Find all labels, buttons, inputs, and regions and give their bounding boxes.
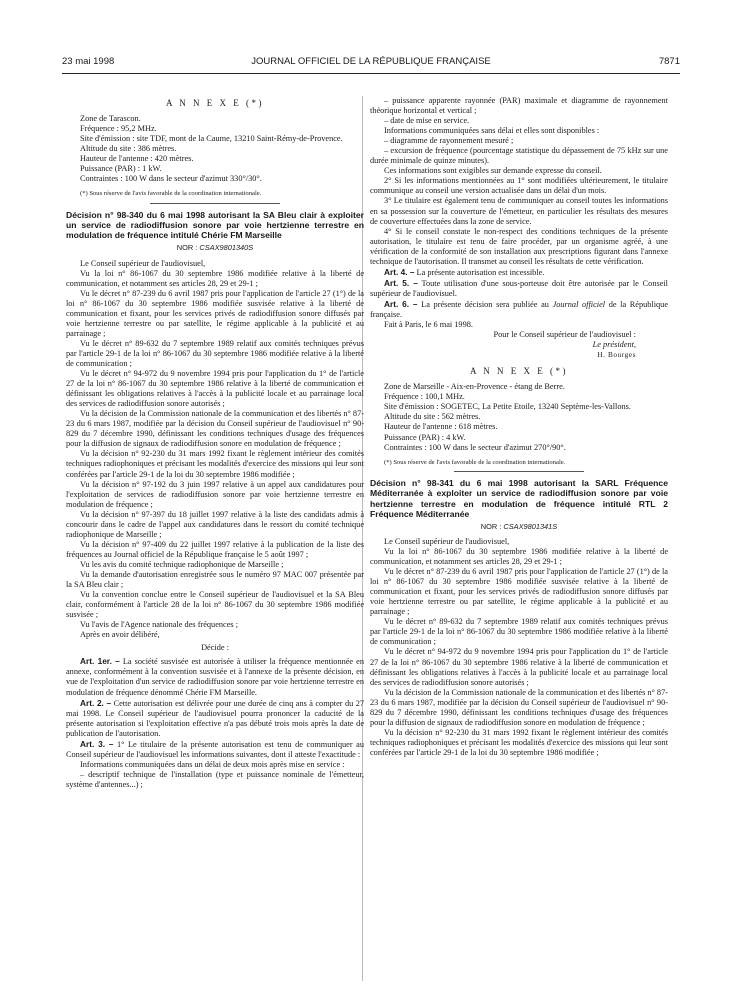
annex-line: Puissance (PAR) : 1 kW. xyxy=(80,164,162,174)
list-item: – date de mise en service. xyxy=(384,116,470,126)
annex-line: Hauteur de l'antenne : 618 mètres. xyxy=(384,422,498,432)
left-column xyxy=(66,96,364,790)
article-3 xyxy=(66,739,364,760)
article-label: Art. 5. – xyxy=(384,277,418,288)
paragraph: Le Conseil supérieur de l'audiovisuel, xyxy=(384,536,510,546)
article-2 xyxy=(66,698,364,739)
paragraph: 4° Si le conseil constate le non-respect des conditions techniques de la présente autorisation, le titulaire est tenu de faire procéder, par un organisme agréé, à une vérification de la conformité de son installation aux prescriptions figurant dans l'annexe technique de l'autorisation. Il transmet au conseil les résultats de cette vérification. xyxy=(370,226,668,266)
article-text: Cette autorisation est délivrée pour une durée de cinq ans à compter du 27 mai 1998. Le Conseil supérieur de l'audiovisuel pourra prononcer la caducité de la présente autorisation si l'exploitation effective n'a pas débuté trois mois après la date de publication de l'autorisation. xyxy=(66,698,365,738)
paragraph: Vu les avis du comité technique radiophonique de Marseille ; xyxy=(80,559,284,569)
annex-line: Zone de Tarascon. xyxy=(80,114,141,124)
paragraph: Vu la décision n° 97-192 du 3 juin 1997 relative à un appel aux candidatures pour l'exploitation de services de radiodiffusion sonore par voie hertzienne terrestre en modulation de fréquence ; xyxy=(66,479,364,509)
article-label: Art. 3. – xyxy=(80,738,114,749)
header-date: 23 mai 1998 xyxy=(62,56,115,67)
annex-line: Site d'émission : site TDF, mont de la Caume, 13210 Saint-Rémy-de-Provence. xyxy=(80,134,343,144)
annex-line: Contraintes : 100 W dans le secteur d'azimut 270°/90°. xyxy=(384,442,566,452)
list-item: – excursion de fréquence (pourcentage statistique du dépassement de 75 kHz sur une durée minimale de quinze minutes). xyxy=(370,146,668,166)
list-item: – descriptif technique de l'installation (type et puissance nominale de l'émetteur, système d'antennes...) ; xyxy=(66,769,364,789)
paragraph: Vu la loi n° 86-1067 du 30 septembre 1986 modifiée relative à la liberté de communication, et notamment ses articles 28, 29 et 29-1 ; xyxy=(370,547,668,567)
article-1 xyxy=(66,656,364,697)
paragraph: Vu la décision n° 92-230 du 31 mars 1992 fixant le règlement intérieur des comités techniques radiophoniques et précisant les modalités d'exercice des missions qui leur sont conférées par l'article 29-1 de la loi du 30 septembre 1986 modifiée ; xyxy=(66,449,364,479)
nor-label: NOR : xyxy=(176,243,198,253)
paragraph: Vu la loi n° 86-1067 du 30 septembre 1986 modifiée relative à la liberté de communication, et notamment ses articles 28, 29 et 29-1 ; xyxy=(66,268,364,288)
annex-line: Puissance (PAR) : 4 kW. xyxy=(384,432,466,442)
annex-footnote: (*) Sous réserve de l'avis favorable de la coordination internationale. xyxy=(80,190,262,198)
nor-label: NOR : xyxy=(480,521,502,531)
nor-code: CSAX9801340S xyxy=(199,243,254,253)
paragraph: Ces informations sont exigibles sur demande expresse du conseil. xyxy=(384,166,602,176)
annex-line: Contraintes : 100 W dans le secteur d'azimut 330°/30°. xyxy=(80,174,262,184)
annex-title: A N N E X E (*) xyxy=(470,366,568,377)
paragraph: Vu la décision n° 92-230 du 31 mars 1992 fixant le règlement intérieur des comités techniques radiophoniques et précisant les modalités d'exercice des missions qui leur sont conférées par l'article 29-1 de la loi du 30 septembre 1986 modifiée ; xyxy=(370,727,668,757)
paragraph: Vu le décret n° 94-972 du 9 novembre 1994 pris pour l'application du 1° de l'article 27 de la loi n° 86-1067 du 30 septembre 1986 relative à la liberté de communication et définissant les obligations relatives à l'accès à la publicité locale et au parrainage local des services de radiodiffusion sonore autorisés ; xyxy=(66,369,364,409)
article-label: Art. 4. – xyxy=(384,266,415,277)
signature-place-date: Fait à Paris, le 6 mai 1998. xyxy=(384,320,473,330)
paragraph: 2° Si les informations mentionnées au 1° sont modifiées ultérieurement, le titulaire communique au conseil une version actualisée dans un délai d'un mois. xyxy=(370,176,668,196)
paragraph: Vu la décision de la Commission nationale de la communication et des libertés n° 87-23 du 6 mars 1987, modifiée par la décision du Conseil supérieur de l'audiovisuel n° 90-829 du 7 décembre 1990, définissant les conditions techniques d'usage des fréquences pour la diffusion de signaux de radiodiffusion sonore en modulation de fréquence ; xyxy=(370,687,668,727)
annex-line: Site d'émission : SOGETEC, La Petite Etoile, 13240 Septème-les-Vallons. xyxy=(384,402,631,412)
nor-reference xyxy=(370,522,668,532)
annex-title: A N N E X E (*) xyxy=(166,98,264,108)
annex-line: Altitude du site : 562 mètres. xyxy=(384,412,481,422)
section-rule xyxy=(454,471,584,472)
annex-line: Fréquence : 95,2 MHz. xyxy=(80,124,157,134)
nor-reference xyxy=(66,243,364,253)
article-4 xyxy=(370,267,668,278)
paragraph: Informations communiquées dans un délai de deux mois après mise en service : xyxy=(80,759,345,769)
paragraph: Vu l'avis de l'Agence nationale des fréquences ; xyxy=(80,620,238,630)
right-column xyxy=(370,96,668,758)
journal-reference: Journal officiel xyxy=(552,299,606,309)
header-page-number: 7871 xyxy=(658,56,680,67)
paragraph: Informations communiquées sans délai et elles sont disponibles : xyxy=(384,126,600,136)
paragraph: Après en avoir délibéré, xyxy=(80,630,160,640)
paragraph: Vu la demande d'autorisation enregistrée sous le numéro 97 MAC 007 présentée par la SA Bleu clair ; xyxy=(66,569,364,590)
decide-heading: Décide : xyxy=(201,643,229,653)
section-rule xyxy=(150,203,280,204)
paragraph: Vu le décret n° 87-239 du 6 avril 1987 pris pour l'application de l'article 27 (1°) de la loi n° 86-1067 du 30 septembre 1986 modifiée susvisée relative à la liberté de communication et fixant, pour les services privés de radiodiffusion sonore diffusés par voie hertzienne terrestre ou par satellite, le régime applicable à la publicité et au parrainage ; xyxy=(370,567,668,617)
article-label: Art. 2. – xyxy=(80,697,112,708)
article-text: 1° Le titulaire de la présente autorisation est tenu de communiquer au Conseil supérieur de l'audiovisuel les informations suivantes, dont il atteste l'exactitude : xyxy=(66,739,364,759)
list-item: – diagramme de rayonnement mesuré ; xyxy=(384,136,514,146)
article-label: Art. 6. – xyxy=(384,298,418,309)
decision-title: Décision n° 98-340 du 6 mai 1998 autorisant la SA Bleu clair à exploiter un service de radiodiffusion sonore par voie hertzienne terrestre en modulation de fréquence intitulé Chérie FM Marseille xyxy=(66,209,364,241)
annex-line: Fréquence : 100,1 MHz. xyxy=(384,392,465,402)
article-text: La société susvisée est autorisée à utiliser la fréquence mentionnée en annexe, conformément à la convention susvisée et à l'annexe de la présente décision, en vue de l'exploitation d'un service de radiodiffusion sonore par voie hertzienne terrestre en modulation de fréquence dénommé Chérie FM Marseille. xyxy=(66,657,364,697)
paragraph: Vu le décret n° 89-632 du 7 septembre 1989 relatif aux comités techniques prévus par l'article 29-1 de la loi n° 86-1067 du 30 septembre 1986 modifiée relative à la liberté de communication ; xyxy=(370,617,668,647)
page-header xyxy=(62,56,680,70)
paragraph: Vu le décret n° 89-632 du 7 septembre 1989 relatif aux comités techniques prévus par l'article 29-1 de la loi n° 86-1067 du 30 septembre 1986 modifiée relative à la liberté de communication ; xyxy=(66,338,364,368)
annex-line: Zone de Marseille - Aix-en-Provence - étang de Berre. xyxy=(384,382,565,392)
annex-line: Altitude du site : 386 mètres. xyxy=(80,144,177,154)
list-item: – puissance apparente rayonnée (PAR) maximale et diagramme de rayonnement théorique horizontal et vertical ; xyxy=(370,96,668,116)
paragraph: Vu la décision n° 97-409 du 22 juillet 1997 relative à la publication de la liste des fréquences au Journal officiel de la République française le 5 août 1997 ; xyxy=(66,539,364,559)
paragraph: 3° Le titulaire est également tenu de communiquer au conseil toutes les informations en sa possession sur la couverture de l'émetteur, en particulier les résultats des mesures de couverture effectuées dans la zone de service. xyxy=(370,196,668,226)
article-label: Art. 1er. – xyxy=(80,656,120,667)
header-journal-title: JOURNAL OFFICIEL DE LA RÉPUBLIQUE FRANÇAISE xyxy=(251,56,491,67)
signature-name: H. Bourges xyxy=(597,351,636,360)
paragraph: Le Conseil supérieur de l'audiovisuel, xyxy=(80,258,206,268)
article-text: de la République française. xyxy=(370,299,669,319)
header-rule xyxy=(62,73,680,74)
signature-title: Le président, xyxy=(592,340,636,350)
article-text: La présente décision sera publiée au xyxy=(421,299,549,309)
signature-authority: Pour le Conseil supérieur de l'audiovisuel : xyxy=(493,330,636,340)
article-text: La présente autorisation est incessible. xyxy=(416,267,545,277)
paragraph: Vu le décret n° 94-972 du 9 novembre 1994 pris pour l'application du 1° de l'article 27 de la loi n° 86-1067 du 30 septembre 1986 relative à la liberté de communication et définissant les obligations relatives à l'accès à la publicité locale et au parrainage local des services de radiodiffusion sonore autorisés ; xyxy=(370,647,668,687)
decision-title: Décision n° 98-341 du 6 mai 1998 autorisant la SARL Fréquence Méditerranée à exploiter un service de radiodiffusion sonore par voie hertzienne terrestre en modulation de fréquence intitulé RTL 2 Fréquence Méditerranée xyxy=(370,478,668,519)
annex-footnote: (*) Sous réserve de l'avis favorable de la coordination internationale. xyxy=(384,458,566,466)
paragraph: Vu la décision n° 97-397 du 18 juillet 1997 relative à la liste des candidats admis à concourir dans le cadre de l'appel aux candidatures dans le ressort du comité technique radiophonique de Marseille ; xyxy=(66,509,364,539)
paragraph: Vu la décision de la Commission nationale de la communication et des libertés n° 87-23 du 6 mars 1987, modifiée par la décision du Conseil supérieur de l'audiovisuel n° 90-829 du 7 décembre 1990, définissant les conditions techniques d'usage des fréquences pour la diffusion de signaux de radiodiffusion sonore en modulation de fréquence ; xyxy=(66,409,364,449)
article-6 xyxy=(370,299,668,320)
paragraph: Vu la convention conclue entre le Conseil supérieur de l'audiovisuel et la SA Bleu clair, conformément à l'article 28 de la loi n° 86-1067 du 30 septembre 1986 modifiée susvisée ; xyxy=(66,590,364,620)
article-text: Toute utilisation d'une sous-porteuse doit être autorisée par le Conseil supérieur de l'audiovisuel. xyxy=(370,278,668,298)
nor-code: CSAX9801341S xyxy=(503,521,558,531)
article-5 xyxy=(370,278,668,299)
paragraph: Vu le décret n° 87-239 du 6 avril 1987 pris pour l'application de l'article 27 (1°) de la loi n° 86-1067 du 30 septembre 1986 modifiée susvisée relative à la liberté de communication et fixant, pour les services privés de radiodiffusion sonore diffusés par voie hertzienne terrestre ou par satellite, le régime applicable à la publicité et au parrainage ; xyxy=(66,288,364,338)
annex-line: Hauteur de l'antenne : 420 mètres. xyxy=(80,154,194,164)
